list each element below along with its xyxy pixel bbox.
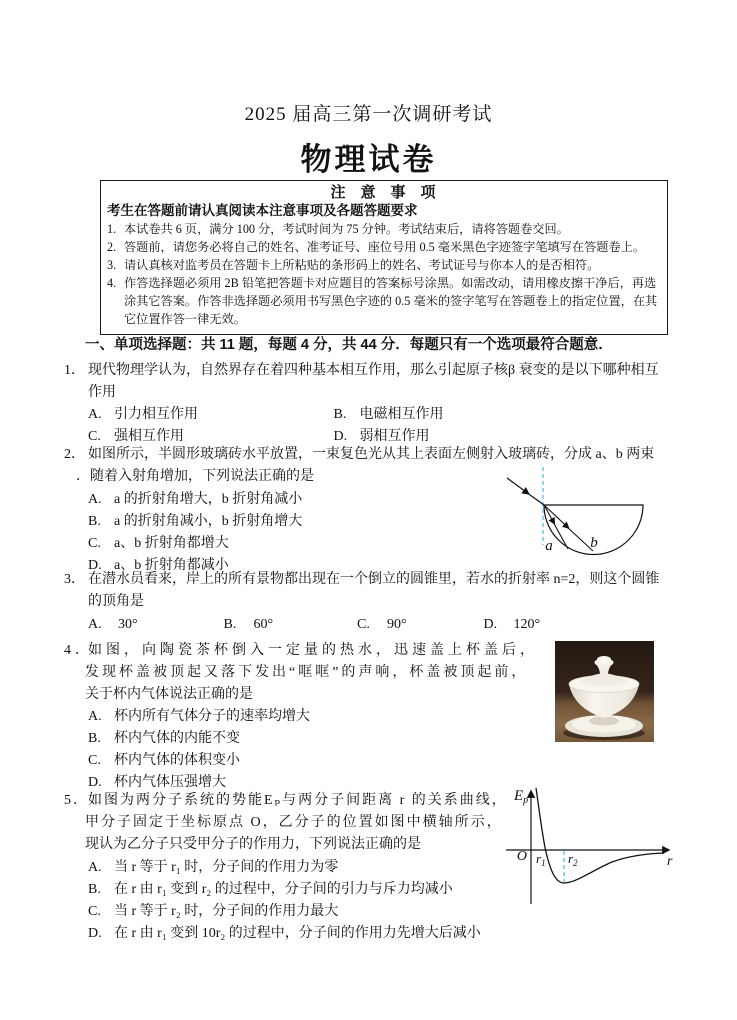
x-axis-label: r [667, 854, 673, 869]
paper-title: 物理试卷 [300, 142, 437, 177]
q2-option-c [88, 533, 229, 555]
q4-stem-line-3: 关于杯内气体说法正确的是 [85, 687, 253, 702]
q1-stem-text: 现代物理学认为，自然界存在着四种基本相互作用，那么引起原子核β 衰变的是以下哪种相互 [88, 363, 659, 378]
q4-option-c [88, 750, 240, 772]
lid-knob-top [597, 656, 611, 663]
q3-number: 3． [64, 572, 85, 587]
option-text: a 的折射角增大，b 折射角减小 [114, 492, 303, 507]
option-label: A. [88, 617, 102, 632]
q5-option-b [88, 879, 453, 901]
notice-item-number: 3. [107, 258, 117, 272]
q3-stem-text: 在潜水员看来，岸上的所有景物都出现在一个倒立的圆锥里，若水的折射率 n=2，则这个圆锥 [88, 572, 660, 587]
option-label: C. [88, 904, 101, 919]
potential-energy-graph [500, 780, 686, 908]
option-text: 在 r 由 r₁ 变到 10r₂ 的过程中，分子间的作用力先增大后减小 [114, 926, 481, 941]
notice-subtitle: 考生在答题前请认真阅读本注意事项及各题答题要求 [107, 203, 418, 218]
q5-stem-text: 如图为两分子系统的势能Eₚ与两分子间距离 r 的关系曲线， [88, 793, 508, 808]
q3-option-a [88, 614, 220, 636]
option-label: B. [88, 514, 101, 529]
option-text: 强相互作用 [114, 429, 184, 444]
q5-stem-line-3: 现认为乙分子只受甲分子的作用力，下列说法正确的是 [85, 837, 421, 852]
q5-stem-line-2: 甲分子固定于坐标原点 O，乙分子的位置如图中横轴所示， [85, 815, 503, 830]
q3-options-row [88, 614, 540, 636]
incident-ray-tail [526, 492, 544, 505]
notice-title: 注 意 事 项 [330, 184, 436, 201]
option-label: D. [88, 775, 102, 790]
q4-stem-line-2: 发现杯盖被顶起又落下发出“哐哐”的声响，杯盖被顶起前， [85, 665, 529, 680]
notice-item-text: 本试卷共 6 页，满分 100 分，考试时间为 75 分钟。考试结束后，请将答题卷交回。 [124, 222, 569, 236]
notice-item-1 [107, 220, 659, 238]
r1-label: $r_1$ [536, 851, 546, 868]
option-label: C. [88, 536, 101, 551]
option-text: a 的折射角减小，b 折射角增大 [114, 514, 303, 529]
r2-label: $r_2$ [568, 851, 578, 868]
q3-stem-line-1 [64, 569, 659, 591]
option-text: 当 r 等于 r₂ 时，分子间的作用力最大 [114, 904, 339, 919]
option-text: 杯内所有气体分子的速率均增大 [114, 709, 310, 724]
q3-stem-line-2: 的顶角是 [88, 594, 144, 609]
ray-b-label: b [590, 535, 598, 551]
q2-number: 2． [64, 447, 85, 462]
notice-item-3 [107, 256, 659, 274]
option-text: 引力相互作用 [114, 407, 198, 422]
notice-item-text: 作答选择题必须用 2B 铅笔把答题卡对应题目的答案标号涂黑。如需改动，请用橡皮擦干净后，再选涂其它答案。作答非选择题必须用书写黑色字迹的 0.5 毫米的签字笔写在答题卷上的指定位置，在其它位置作答一律无效。 [124, 276, 658, 326]
option-label: A. [88, 860, 102, 875]
q4-number: 4． [64, 643, 93, 658]
notice-item-number: 1. [107, 222, 117, 236]
option-text: 杯内气体压强增大 [114, 775, 226, 790]
option-text: 30° [118, 617, 138, 632]
option-label: A. [88, 407, 102, 422]
notice-item-text: 答题前，请您务必将自己的姓名、准考证号、座位号用 0.5 毫米黑色字迹签字笔填写在答题卷上。 [124, 240, 646, 254]
q3-option-d [484, 617, 541, 632]
y-axis-label: $E_p$ [514, 788, 529, 806]
q1-stem-line-2: 作用 [88, 385, 116, 400]
section-heading: 一、单项选择题：共 11 题，每题 4 分，共 44 分．每题只有一个选项最符合题意． [85, 337, 613, 353]
notice-item-text: 请认真核对监考员在答题卡上所粘贴的条形码上的姓名、考试证号与你本人的是否相符。 [124, 258, 600, 272]
q4-option-a [88, 706, 310, 728]
ray-a-label: a [545, 538, 553, 554]
q1-number: 1． [64, 363, 85, 378]
option-text: 在 r 由 r₁ 变到 r₂ 的过程中，分子间的引力与斥力均减小 [114, 882, 453, 897]
notice-item-number: 4. [107, 276, 117, 290]
option-text: 杯内气体的体积变小 [114, 753, 240, 768]
q2-option-b [88, 511, 302, 533]
option-text: 90° [387, 617, 407, 632]
option-label: B. [223, 617, 237, 632]
q1-option-d [334, 429, 430, 444]
option-text: 60° [253, 617, 274, 632]
q5-option-c [88, 901, 338, 923]
q5-option-a [88, 857, 338, 879]
option-text: 当 r 等于 r₁ 时，分子间的作用力为零 [114, 860, 339, 875]
option-label: A. [88, 709, 102, 724]
incident-ray [507, 478, 528, 493]
option-label: D. [88, 926, 102, 941]
q1-options-row-1 [88, 404, 444, 426]
q3-option-b [224, 614, 354, 636]
q2-option-a [88, 489, 302, 511]
option-label: D. [88, 558, 102, 573]
q1-option-b [334, 407, 444, 422]
q5-stem-line-1 [64, 790, 508, 812]
notice-item-2 [107, 238, 659, 256]
notice-box [100, 180, 668, 335]
q2-stem-text: 如图所示，半圆形玻璃砖水平放置，一束复色光从其上表面左侧射入玻璃砖，分成 a、b 两束 [88, 447, 655, 462]
option-label: B. [88, 731, 101, 746]
notice-item-4 [107, 274, 659, 328]
option-label: B. [333, 407, 347, 422]
option-text: 电磁相互作用 [359, 407, 444, 422]
option-label: D. [483, 617, 498, 632]
notice-item-number: 2. [107, 240, 117, 254]
option-text: 弱相互作用 [359, 429, 430, 444]
option-text: a、b 折射角都增大 [114, 536, 229, 551]
q1-option-a [88, 404, 330, 426]
q4-option-b [88, 728, 240, 750]
option-label: A. [88, 492, 102, 507]
option-label: C. [88, 753, 101, 768]
q5-number: 5． [64, 793, 89, 808]
option-text: 120° [513, 617, 541, 632]
q3-option-c [357, 614, 480, 636]
option-text: 杯内气体的内能不变 [114, 731, 240, 746]
option-text: a、b 折射角都减小 [114, 558, 229, 573]
option-label: B. [88, 882, 101, 897]
q5-option-d [88, 923, 481, 945]
semicircular-glass-diagram [486, 456, 668, 566]
q4-stem-line-1 [64, 640, 538, 662]
potential-energy-curve [536, 788, 664, 883]
refracted-ray-b-tail [566, 526, 593, 551]
exam-title: 2025 届高三第一次调研考试 [244, 104, 493, 125]
teacup-photo [555, 641, 654, 742]
q1-stem-line-1 [64, 360, 659, 382]
origin-label: O [516, 849, 527, 864]
option-label: D. [333, 429, 348, 444]
q2-stem-line-2: ．随着入射角增加，下列说法正确的是 [76, 469, 314, 484]
option-label: C. [357, 617, 370, 632]
option-label: C. [88, 429, 101, 444]
q4-stem-text: 如图，向陶瓷茶杯倒入一定量的热水，迅速盖上杯盖后， [88, 643, 538, 658]
